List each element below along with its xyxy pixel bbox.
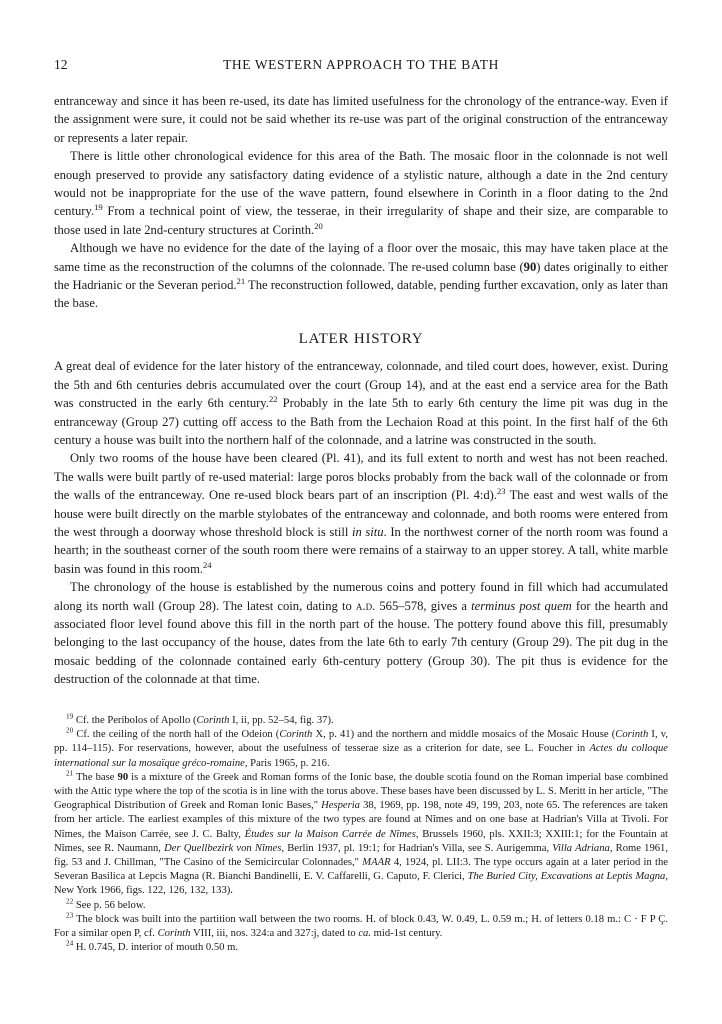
- paragraph-4: A great deal of evidence for the later history of the entranceway, colonnade, and tiled court does, however, exist. During the 5th and 6th centuries debris accumulated over the court (Group 14), and at the east end a service area for the Bath was constructed in the early 6th century.$^{22}$ Probably in the late 5th to early 6th century the lime pit was dug in the entranceway (Group 27) cutting off access to the Bath from the Lechaion Road at this point. In the first half of the 6th century a house was built into the northern half of the colonnade, and a latrine was constructed in the south.: [54, 359, 669, 447]
- footnote-ref-21[interactable]: 21: [236, 275, 246, 286]
- paragraph-6: The chronology of the house is established by the numerous coins and pottery found in fill which had accumulated along its north wall (Group 28). The latest coin, dating to a.d. 565–578, gives a terminus post quem for the hearth and associated floor level found above this fill in the north part of the house. The pottery found above this fill, presumably belonging to the last occupancy of the house, dates from the late 6th to early 7th century (Group 29). The pit dug in the mosaic bedding of the colonnade contained early 6th-century pottery (Group 30). The pit thus is evidence for the destruction of the colonnade at that time.: [54, 580, 668, 687]
- footnote-ref-23[interactable]: 23: [497, 485, 506, 496]
- page-number: 12: [54, 57, 68, 72]
- running-title: THE WESTERN APPROACH TO THE BATH: [223, 57, 499, 72]
- paragraph-2: There is little other chronological evidence for this area of the Bath. The mosaic floor in the colonnade is not well enough preserved to provide any satisfactory dating evidence of a stylistic nature, although a date in the 2nd century would not be inappropriate for the use of the wave pattern, found elsewhere in Corinth in a floor dating to the 2nd century.$^{19}$ From a technical point of view, the tesserae, in their irregularity of shape and their size, are comparable to those used in late 2nd-century structures at Corinth.$^{20}$: [54, 149, 668, 237]
- footnote-ref-22[interactable]: 22: [268, 393, 278, 404]
- footnote-ref-19[interactable]: 19: [94, 202, 103, 213]
- footnote-20: $^{20}$ Cf. the ceiling of the north hall of the Odeion (Corinth X, p. 41) and the northern and middle mosaics of the Mosaic House (Corinth I, v, pp. 114–115). For reservations, however, about the usefulness of tesserae size as a criterion for date, see L. Foucher in Actes du colloque international sur la mosaïque gréco-romaine, Paris 1965, p. 216.: [54, 726, 669, 769]
- footnote-ref-24[interactable]: 24: [203, 559, 212, 570]
- footnote-21: $^{21}$ The base 90 is a mixture of the Greek and Roman forms of the Ionic base, the double scotia found on the Roman imperial base combined with the Attic type where the top of the scotia is in line with the torus above. These bases have been discussed by L. S. Meritt in her article, "The Geographical Distribution of Greek and Roman Ionic Bases," Hesperia 38, 1969, pp. 198, note 49, 199, 203, note 65. The references are taken from her article. The earliest examples of this mixture of the two types are found at Nîmes and on one base at Hadrian's Villa at Tivoli. For Nîmes, the Maison Carrée, see J. C. Balty, Études sur la Maison Carrée de Nîmes, Brussels 1960, pls. XXII:3; XXIII:1; for the Fountain at Nîmes, see R. Naumann, Der Quellbezirk von Nîmes, Berlin 1937, pl. 19:1; for Hadrian's Villa, see S. Aurigemma, Villa Adriana, Rome 1961, fig. 53 and J. Chillman, "The Casino of the Semicircular Colonnades," MAAR 4, 1924, pl. LII:3. The type occurs again at a later period in the Severan Basilica at Lepcis Magna (R. Bianchi Bandinelli, E. V. Caffarelli, G. Caputo, F. Clerici, The Buried City, Excavations at Leptis Magna, New York 1966, figs. 122, 126, 132, 133).: [54, 769, 668, 897]
- footnote-24: $^{24}$ H. 0.745, D. interior of mouth 0.50 m.: [66, 939, 238, 954]
- paragraph-3: Although we have no evidence for the date of the laying of a floor over the mosaic, this may have taken place at the same time as the reconstruction of the columns of the colonnade. The re-used column base (90) dates originally to either the Hadrianic or the Severan period.$^{21}$ The reconstruction followed, datable, pending further excavation, only as later than the base.: [54, 241, 669, 311]
- footnote-19: $^{19}$ Cf. the Peribolos of Apollo (Corinth I, ii, pp. 52–54, fig. 37).: [66, 712, 334, 726]
- footnotes: [54, 714, 668, 955]
- main-text: [54, 92, 668, 689]
- footnote-22: $^{22}$ See p. 56 below.: [66, 897, 146, 911]
- footnote-ref-20[interactable]: 20: [314, 220, 323, 231]
- paragraph-1: entranceway and since it has been re-used, its date has limited usefulness for the chronology of the entrance-way. Even if the assignment were sure, it could not be said whether its re-use was part of the original construction of the entranceway or represents a later repair.: [54, 94, 668, 145]
- section-heading: LATER HISTORY: [298, 330, 424, 347]
- catalogue-number: 90: [523, 259, 537, 274]
- footnote-23: $^{23}$ The block was built into the partition wall between the two rooms. H. of block 0.43, W. 0.49, L. 0.59 m.; H. of letters 0.18 m.: C · F P Ç. For a similar open P, cf. Corinth VIII, iii, nos. 324:a and 327:j, dated to ca. mid-1st century.: [54, 911, 668, 940]
- page-header: [54, 56, 668, 74]
- paragraph-5: Only two rooms of the house have been cleared (Pl. 41), and its full extent to north and west has not been reached. The walls were built partly of re-used material: large poros blocks probably from the back wall of the colonnade or from the walls of the entranceway. One re-used block bears part of an inscription (Pl. 4:d).$^{23}$ The east and west walls of the house were built directly on the marble stylobates of the entranceway and colonnade, and both rooms were entered from the west through a doorway whose threshold block is still in situ. In the northwest corner of the north room was found a hearth; in the southeast corner of the south room there were remains of a stairway to an upper storey. A tall, white marble basin was found in this room.$^{24}$: [54, 451, 668, 576]
